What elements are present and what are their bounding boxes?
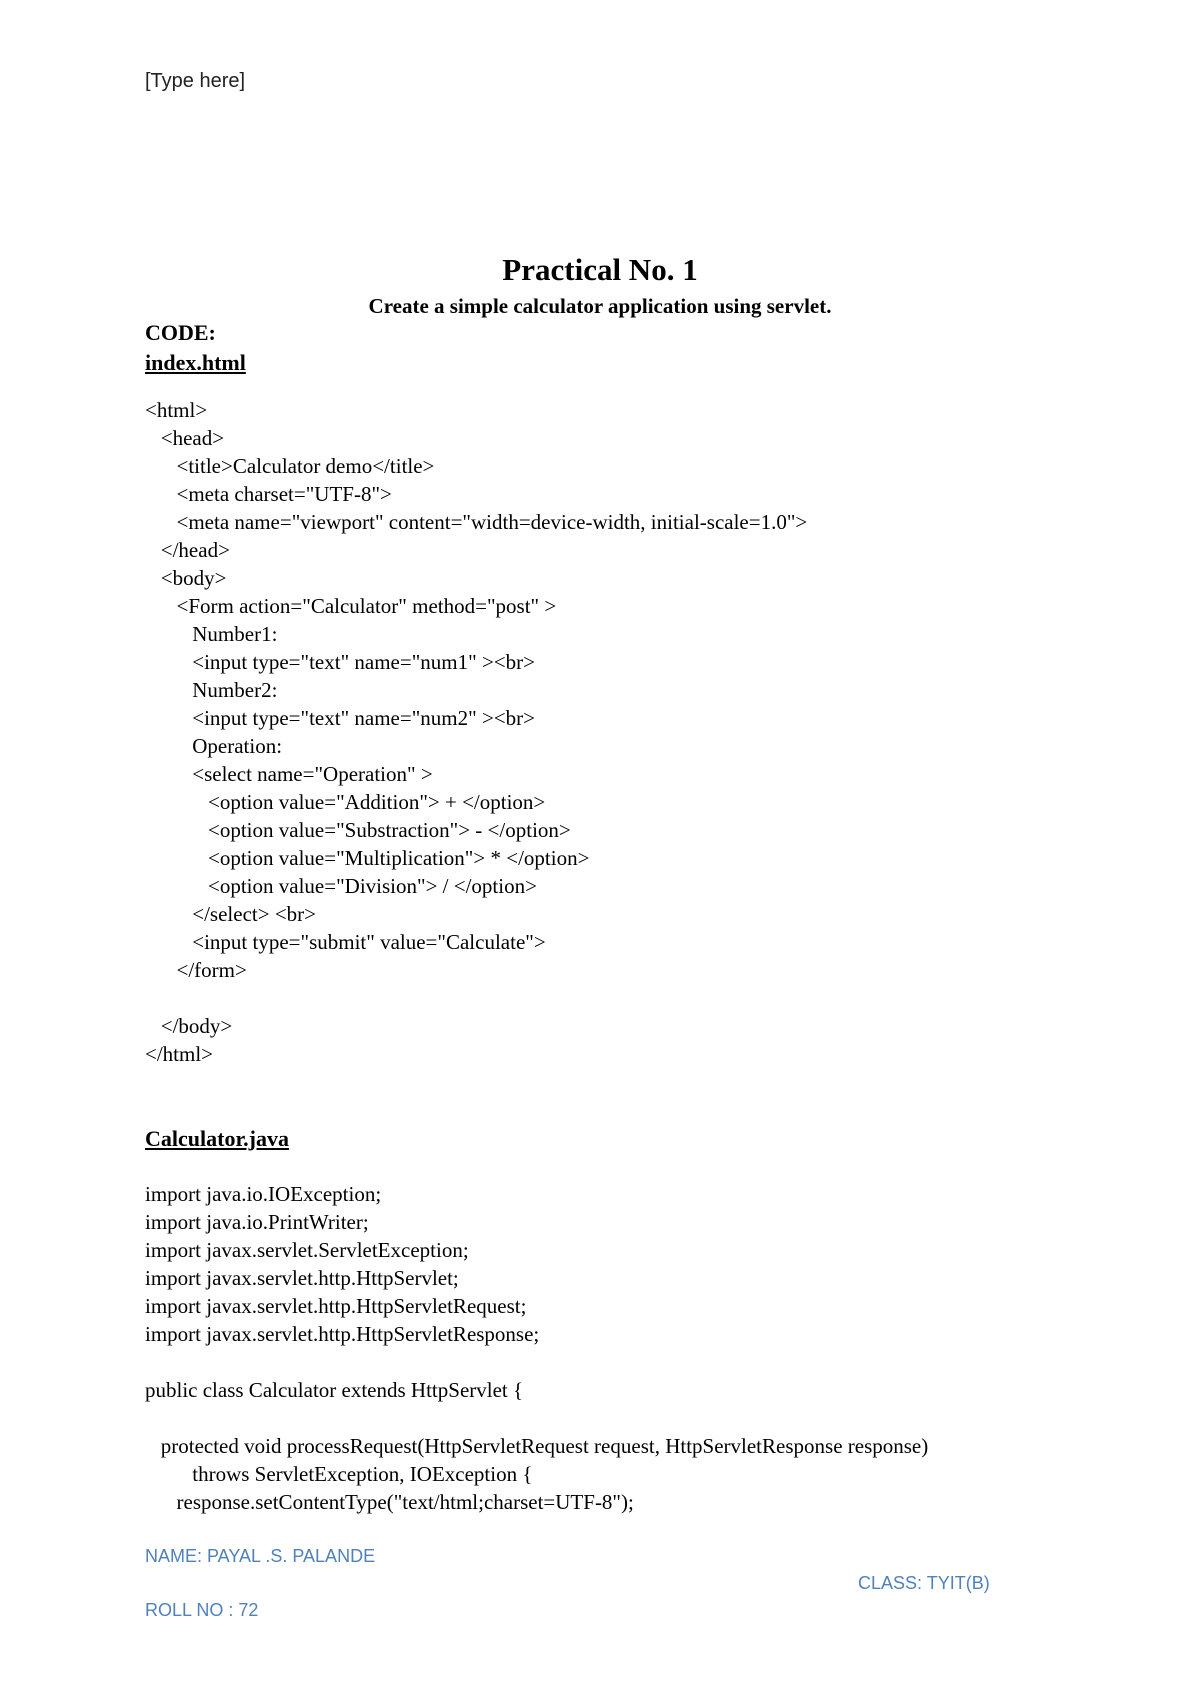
code-line: protected void processRequest(HttpServletRequest request, HttpServletResponse response) bbox=[145, 1434, 929, 1458]
code-line: <html> bbox=[145, 398, 208, 422]
code-line: <input type="text" name="num1" ><br> bbox=[145, 650, 535, 674]
code-line: <Form action="Calculator" method="post" > bbox=[145, 594, 557, 618]
code-line bbox=[145, 1404, 928, 1432]
code-line: </head> bbox=[145, 538, 230, 562]
code-line: <option value="Division"> / </option> bbox=[145, 874, 537, 898]
file1-heading: index.html bbox=[145, 350, 246, 375]
code-line: </html> bbox=[145, 1042, 214, 1066]
code-line bbox=[145, 984, 807, 1012]
code-line: </select> <br> bbox=[145, 902, 317, 926]
header-placeholder: [Type here] bbox=[145, 70, 246, 92]
code-line bbox=[145, 1348, 928, 1376]
code-line: public class Calculator extends HttpServlet { bbox=[145, 1378, 524, 1402]
html-code-block bbox=[145, 396, 807, 1068]
code-line: Operation: bbox=[145, 734, 283, 758]
code-line: throws ServletException, IOException { bbox=[145, 1462, 533, 1486]
code-line: </body> bbox=[145, 1014, 233, 1038]
footer-roll: ROLL NO : 72 bbox=[145, 1600, 259, 1620]
code-line: <option value="Multiplication"> * </option> bbox=[145, 846, 590, 870]
code-line: import javax.servlet.http.HttpServletRequest; bbox=[145, 1294, 527, 1318]
code-line: <meta charset="UTF-8"> bbox=[145, 482, 392, 506]
footer-class: CLASS: TYIT(B) bbox=[858, 1573, 990, 1593]
code-label: CODE: bbox=[145, 320, 216, 345]
page-subtitle: Create a simple calculator application using servlet. bbox=[368, 294, 832, 318]
code-line: <input type="text" name="num2" ><br> bbox=[145, 706, 535, 730]
code-line: <option value="Substraction"> - </option> bbox=[145, 818, 571, 842]
code-line: import javax.servlet.ServletException; bbox=[145, 1238, 469, 1262]
footer-name: NAME: PAYAL .S. PALANDE bbox=[145, 1546, 376, 1566]
code-line: <meta name="viewport" content="width=device-width, initial-scale=1.0"> bbox=[145, 510, 808, 534]
code-line: <title>Calculator demo</title> bbox=[145, 454, 435, 478]
code-line: Number1: bbox=[145, 622, 278, 646]
code-line: response.setContentType("text/html;charset=UTF-8"); bbox=[145, 1490, 634, 1514]
code-line: <input type="submit" value="Calculate"> bbox=[145, 930, 546, 954]
code-line: </form> bbox=[145, 958, 247, 982]
java-code-block bbox=[145, 1180, 928, 1516]
code-line: import java.io.IOException; bbox=[145, 1182, 382, 1206]
code-line: import java.io.PrintWriter; bbox=[145, 1210, 369, 1234]
page-title: Practical No. 1 bbox=[502, 252, 698, 287]
code-line: import javax.servlet.http.HttpServletResponse; bbox=[145, 1322, 540, 1346]
code-line: import javax.servlet.http.HttpServlet; bbox=[145, 1266, 459, 1290]
code-line: Number2: bbox=[145, 678, 278, 702]
code-line: <select name="Operation" > bbox=[145, 762, 433, 786]
file2-heading: Calculator.java bbox=[145, 1126, 290, 1151]
code-line: <option value="Addition"> + </option> bbox=[145, 790, 546, 814]
code-line: <body> bbox=[145, 566, 227, 590]
code-line: <head> bbox=[145, 426, 225, 450]
